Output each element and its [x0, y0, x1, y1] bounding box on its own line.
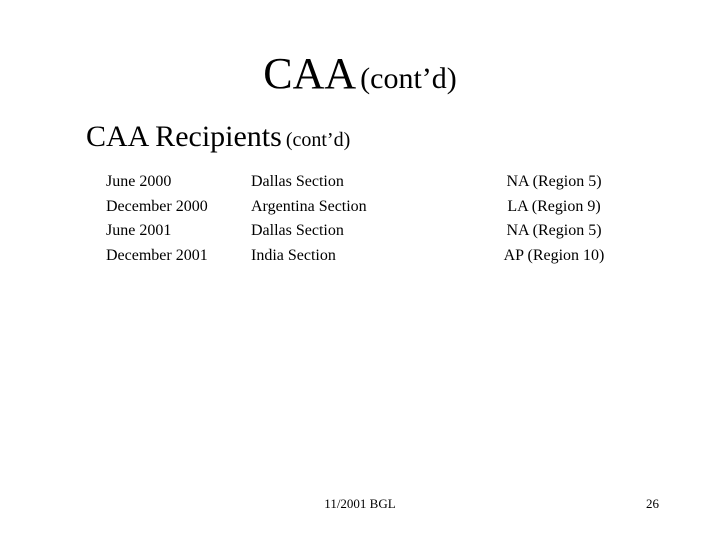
recipient-section: India Section [251, 246, 336, 264]
recipient-section: Argentina Section [251, 197, 367, 215]
slide-title [0, 49, 720, 98]
section-heading [86, 122, 350, 152]
footer-date-author: 11/2001 BGL [324, 496, 396, 511]
slide-title-suffix: (cont’d) [360, 62, 457, 95]
recipient-region: NA (Region 5) [506, 173, 602, 190]
recipient-region: NA (Region 5) [506, 222, 602, 239]
recipient-date: December 2001 [106, 246, 208, 264]
dates-column [106, 170, 208, 268]
section-heading-main: CAA Recipients [86, 120, 282, 153]
slide-title-main: CAA [263, 49, 357, 98]
page-number: 26 [646, 496, 659, 511]
recipient-section: Dallas Section [251, 222, 344, 239]
recipient-region: LA (Region 9) [507, 197, 601, 215]
recipient-date: June 2001 [106, 222, 172, 239]
recipient-region: AP (Region 10) [503, 246, 605, 264]
section-heading-suffix: (cont’d) [285, 129, 351, 151]
regions-column [493, 170, 615, 268]
recipient-date: June 2000 [106, 173, 172, 190]
recipient-section: Dallas Section [251, 173, 344, 190]
recipient-date: December 2000 [106, 197, 208, 215]
sections-column [251, 170, 367, 268]
